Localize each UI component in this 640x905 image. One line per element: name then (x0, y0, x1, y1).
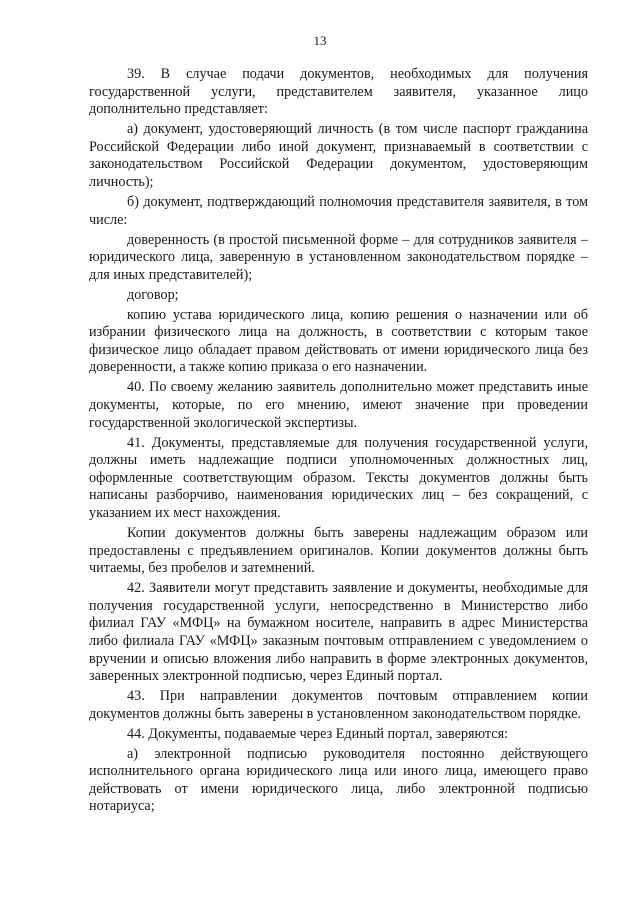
paragraph-39-b-charter-copy: копию устава юридического лица, копию решения о назначении или об избрании физического лица на должность, в соответствии с которым такое физическое лицо обладает правом действовать от имени юридического лица без доверенности, а также копию приказа о его назначении. (89, 306, 588, 376)
paragraph-39-b-contract: договор; (127, 286, 179, 303)
paragraph-42: 42. Заявители могут представить заявление и документы, необходимые для получения государственной услуги, непосредственно в Министерство либо филиал ГАУ «МФЦ» на бумажном носителе, направить в адрес Министерства либо филиала ГАУ «МФЦ» заказным почтовым отправлением с уведомлением о вручении и описью вложения либо направить в форме электронных документов, заверенных электронной подписью, через Единый портал. (89, 580, 588, 685)
paragraph-40: 40. По своему желанию заявитель дополнительно может представить иные документы, которые, по его мнению, имеют значение при проведении государственной экологической экспертизы. (89, 379, 588, 431)
paragraph-39-b: б) документ, подтверждающий полномочия представителя заявителя, в том числе: (89, 193, 588, 228)
paragraph-39-a: а) документ, удостоверяющий личность (в том числе паспорт гражданина Российской Федерации либо иной документ, признаваемый в соответствии с законодательством Российской Федерации документом, удостоверяющим личность); (89, 121, 588, 190)
paragraph-41-copies: Копии документов должны быть заверены надлежащим образом или предоставлены с предъявлением оригиналов. Копии документов должны быть читаемы, без пробелов и затемнений. (89, 524, 588, 577)
paragraph-43: 43. При направлении документов почтовым отправлением копии документов должны быть заверены в установленном законодательством порядке. (89, 688, 588, 722)
paragraph-39-b-power-of-attorney: доверенность (в простой письменной форме – для сотрудников заявителя – юридического лица, заверенную в установленном законодательством порядке – для иных представителей); (89, 231, 588, 283)
document-body (89, 66, 588, 818)
paragraph-39: 39. В случае подачи документов, необходимых для получения государственной услуги, представителем заявителя, указанное лицо дополнительно представляет: (89, 66, 588, 118)
paragraph-44: 44. Документы, подаваемые через Единый портал, заверяются: (127, 725, 509, 742)
paragraph-41: 41. Документы, представляемые для получения государственной услуги, должны иметь надлежащие подписи уполномоченных должностных лиц, оформленные соответствующим образом. Тексты документов должны быть написаны разборчиво, наименования юридических лиц – без сокращений, с указанием их мест нахождения. (89, 434, 588, 521)
page-number: 13 (313, 33, 327, 48)
paragraph-44-a: а) электронной подписью руководителя постоянно действующего исполнительного органа юридического лица или иного лица, имеющего право действовать от имени юридического лица, либо электронной подписью нотариуса; (89, 745, 588, 815)
